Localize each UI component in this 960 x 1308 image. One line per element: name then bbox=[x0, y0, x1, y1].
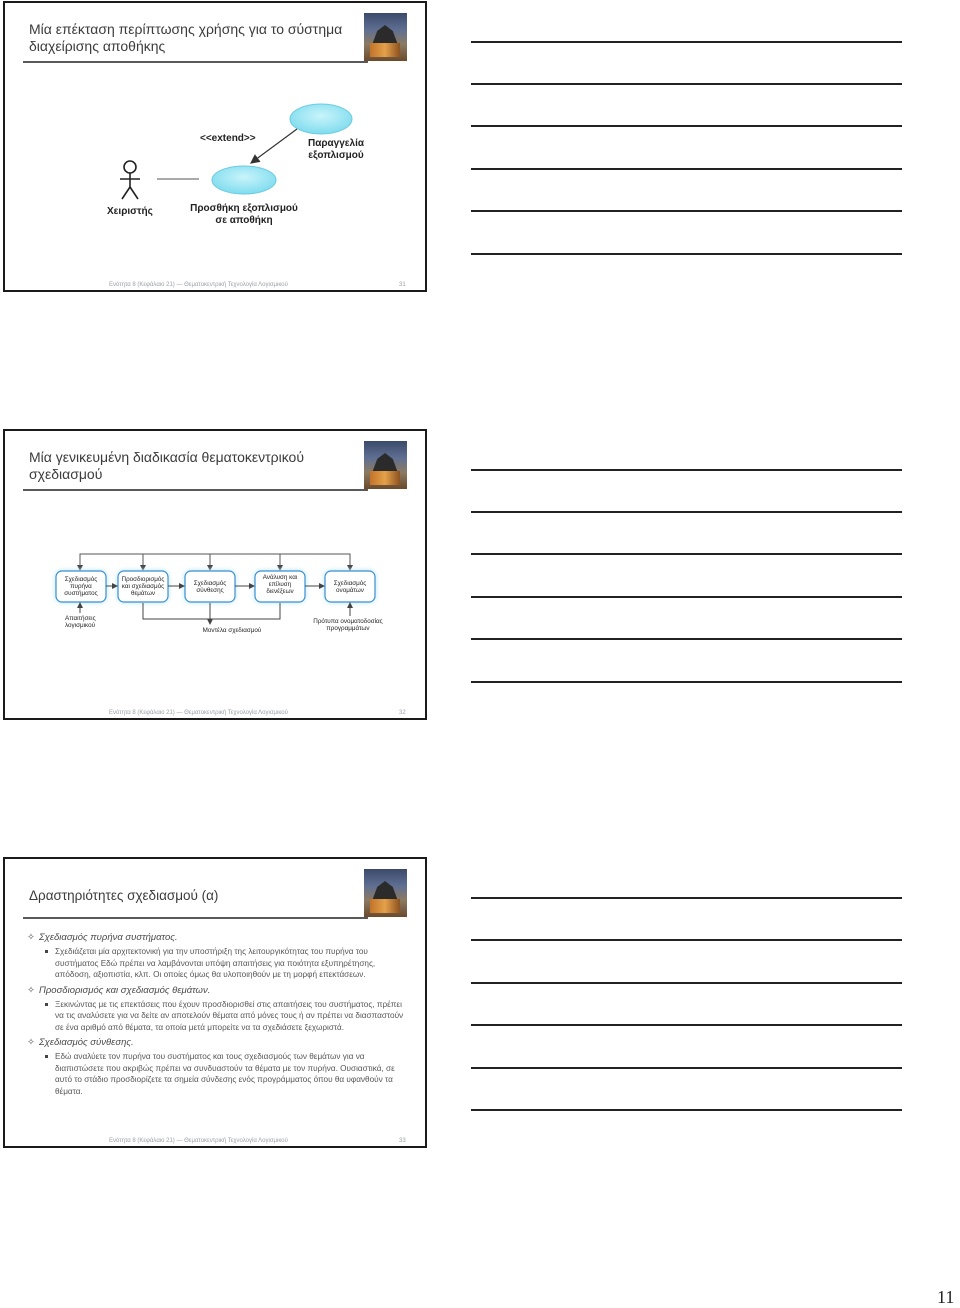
box-conflicts-line2: επίλυση bbox=[268, 581, 292, 588]
use-case-diagram bbox=[5, 3, 427, 292]
slide-bullets bbox=[27, 929, 412, 1101]
box-composition-line1: Σχεδιασμός bbox=[193, 580, 227, 587]
box-naming-line2: ονομάτων bbox=[336, 587, 364, 594]
slide-number: 33 bbox=[399, 1138, 406, 1144]
process-diagram bbox=[5, 431, 427, 720]
box-naming-line1: Σχεδιασμός bbox=[333, 580, 367, 587]
note-line bbox=[471, 41, 902, 43]
box-concerns-line2: και σχεδιασμός bbox=[121, 583, 165, 590]
footer-text: Ενότητα 8 (Κεφάλαιο 21) — Θεματοκεντρική Τεχνολογία Λογισμικού bbox=[109, 282, 288, 288]
slide-title: Μία επέκταση περίπτωσης χρήσης για το σύστημα διαχείρισης αποθήκης bbox=[29, 21, 343, 54]
section-text: Εδώ αναλύετε τον πυρήνα του συστήματος και τους σχεδιασμούς των θεμάτων για να διαπιστώσετε που ακριβώς πρέπει να συνδυαστούν τα θέματα με τον πυρήνα. Ουσιαστικά, σε αυτό το στάδιο προσδιορίζετε τα σημεία σύνδεσης ενός προγράμματος όπου θα υφανθούν τα θέματα. bbox=[27, 1051, 412, 1097]
use-case-ext-label-line1: Παραγγελία bbox=[307, 138, 365, 149]
note-line bbox=[471, 83, 902, 85]
note-line bbox=[471, 982, 902, 984]
box-core-line2: πυρήνα bbox=[70, 583, 92, 590]
diamond-bullet-icon: ✧ bbox=[27, 984, 35, 996]
building-logo-image bbox=[364, 869, 407, 917]
use-case-main-label-line2: σε αποθήκη bbox=[215, 215, 273, 226]
box-concerns-line3: θεμάτων bbox=[130, 590, 156, 597]
title-divider bbox=[23, 917, 368, 919]
section-text: Σχεδιάζεται μία αρχιτεκτονική για την υποστήριξη της λειτουργικότητας του πυρήνα του συστήματος Εδώ πρέπει να λαμβάνονται υπόψη απαιτήσεις για ποιότητα εξυπηρέτησης, απόδοση, αξιοπιστία, κλπ. Οι οποίες όμως θα υλοποιηθούν με τη μορφή επεκτάσεων. bbox=[27, 946, 412, 981]
section-heading-text: Σχεδιασμός πυρήνα συστήματος. bbox=[38, 932, 178, 943]
label-requirements-line1: Απαιτήσεις bbox=[65, 615, 96, 622]
footer-text: Ενότητα 8 (Κεφάλαιο 21) — Θεματοκεντρική Τεχνολογία Λογισμικού bbox=[109, 1138, 288, 1144]
note-line bbox=[471, 125, 902, 127]
section-text: Ξεκινώντας με τις επεκτάσεις που έχουν προσδιορισθεί στις απαιτήσεις του συστήματος, πρέπει να τις αναλύσετε για να δείτε αν αποτελούν θέματα από μόνες τους ή αν πρέπει να διασπαστούν σε ένα αριθμό από θέματα, τα οποία μετά μπορείτε να τα σχεδιάσετε ξεχωριστά. bbox=[27, 999, 412, 1034]
note-line bbox=[471, 1109, 902, 1111]
note-line bbox=[471, 253, 902, 255]
box-core-line3: συστήματος bbox=[64, 590, 98, 597]
section-heading bbox=[27, 932, 412, 943]
slide-number: 32 bbox=[399, 710, 406, 716]
box-composition-line2: σύνθεσης bbox=[196, 587, 224, 594]
extend-arrow bbox=[251, 129, 297, 163]
actor-stick-figure-icon bbox=[120, 161, 140, 199]
note-line bbox=[471, 1024, 902, 1026]
note-line bbox=[471, 210, 902, 212]
handout-page-number: 11 bbox=[937, 1287, 955, 1307]
note-line bbox=[471, 553, 902, 555]
note-line bbox=[471, 681, 902, 683]
actor-label: Χειριστής bbox=[107, 206, 153, 217]
note-line bbox=[471, 1067, 902, 1069]
note-line bbox=[471, 939, 902, 941]
diamond-bullet-icon: ✧ bbox=[27, 1037, 35, 1048]
box-conflicts-line1: Ανάλυση και bbox=[262, 574, 298, 581]
section-heading-text: Προσδιορισμός και σχεδιασμός θεμάτων. bbox=[38, 984, 211, 996]
box-core-line1: Σχεδιασμός bbox=[64, 576, 98, 583]
use-case-main-label-line1: Προσθήκη εξοπλισμού bbox=[190, 203, 298, 214]
note-line bbox=[471, 168, 902, 170]
label-patterns-line1: Πρότυπα ονοματοδοσίας bbox=[313, 618, 383, 625]
box-conflicts-line3: διενέξεων bbox=[266, 588, 294, 595]
footer-text: Ενότητα 8 (Κεφάλαιο 21) — Θεματοκεντρική Τεχνολογία Λογισμικού bbox=[109, 710, 288, 716]
label-patterns-line2: προγραμμάτων bbox=[326, 625, 370, 632]
slide-title: Δραστηριότητες σχεδιασμού (α) bbox=[29, 888, 219, 903]
diamond-bullet-icon: ✧ bbox=[27, 932, 35, 943]
slide-title: Μία γενικευμένη διαδικασία θεματοκεντρικού σχεδιασμού bbox=[29, 449, 304, 482]
box-concerns-line1: Προσδιορισμός bbox=[121, 576, 165, 583]
note-line bbox=[471, 897, 902, 899]
section-heading bbox=[27, 985, 412, 996]
use-case-ext-label-line2: εξοπλισμού bbox=[308, 150, 364, 161]
slide-31 bbox=[3, 1, 427, 292]
label-design-models: Μοντέλα σχεδιασμού bbox=[202, 627, 262, 634]
slide-33 bbox=[3, 857, 427, 1148]
label-requirements-line2: λογισμικού bbox=[65, 622, 96, 629]
note-line bbox=[471, 469, 902, 471]
note-line bbox=[471, 638, 902, 640]
note-line bbox=[471, 511, 902, 513]
section-heading-text: Σχεδιασμός σύνθεσης. bbox=[38, 1037, 134, 1048]
slide-32 bbox=[3, 429, 427, 720]
note-line bbox=[471, 596, 902, 598]
extend-label: <<extend>> bbox=[200, 133, 256, 144]
slide-number: 31 bbox=[399, 282, 406, 288]
use-case-ellipse-extension bbox=[290, 104, 352, 134]
use-case-ellipse-main bbox=[212, 166, 276, 194]
section-heading bbox=[27, 1037, 412, 1048]
